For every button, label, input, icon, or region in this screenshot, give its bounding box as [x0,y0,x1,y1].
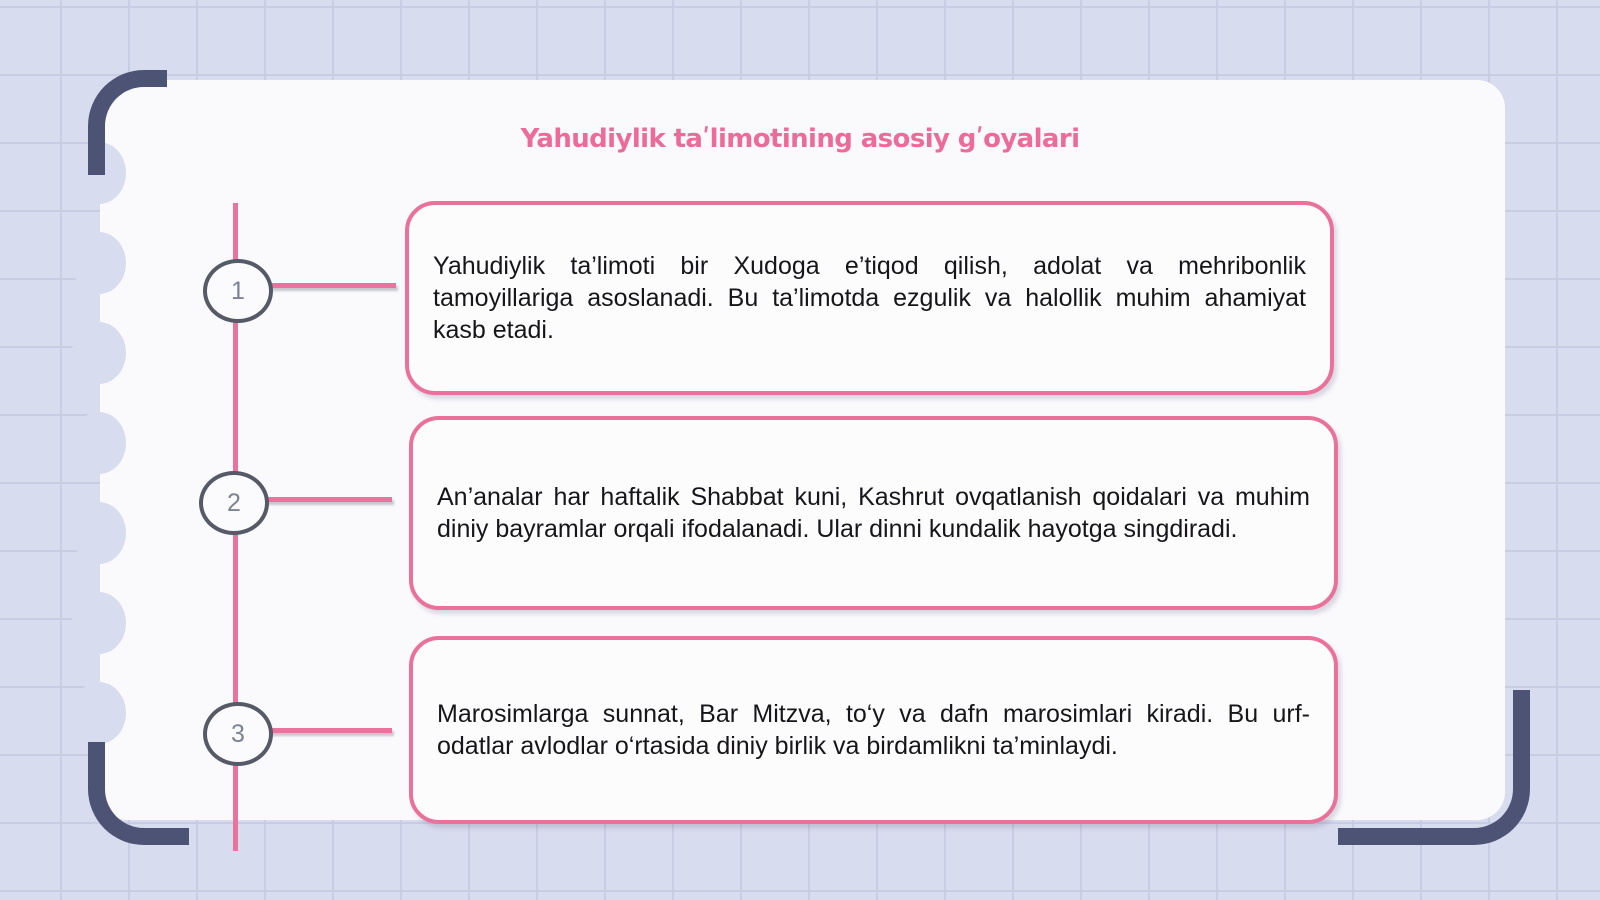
step-1-text: Yahudiylik ta’limoti bir Xudoga e’tiqod qilish, adolat va mehribonlik tamoyillariga asoslanadi. Bu ta’limotda ezgulik va halollik muhim ahamiyat kasb etadi. [433,252,1306,344]
step-3-text: Marosimlarga sunnat, Bar Mitzva, to‘y va dafn marosimlari kiradi. Bu urf-odatlar avlodlar o‘rtasida diniy birlik va birdamlikni ta’minlaydi. [437,700,1310,760]
step-1-card [405,201,1334,395]
paper-scallop [72,322,126,384]
paper-scallop [72,502,126,564]
slide-title: Yahudiylik taʹlimotining asosiy gʹoyalari [520,124,1080,154]
corner-bracket-top-left [88,70,167,175]
step-2-card [409,416,1338,610]
step-2-text: An’analar har haftalik Shabbat kuni, Kashrut ovqatlanish qoidalari va muhim diniy bayramlar orqali ifodalanadi. Ular dinni kundalik hayotga singdiradi. [437,483,1310,543]
paper-scallop [72,232,126,294]
step-2-badge: 2 [199,471,269,535]
step-3-card [409,636,1338,824]
step-3-badge: 3 [203,702,273,766]
corner-bracket-bottom-right [1338,690,1530,845]
step-2-connector [264,497,392,502]
paper-scallop [72,592,126,654]
step-3-connector [268,728,392,733]
paper-scallop [72,682,126,744]
step-1-badge: 1 [203,259,273,323]
corner-bracket-bottom-left [88,742,189,845]
paper-scallop [72,412,126,474]
step-1-connector [268,283,396,288]
